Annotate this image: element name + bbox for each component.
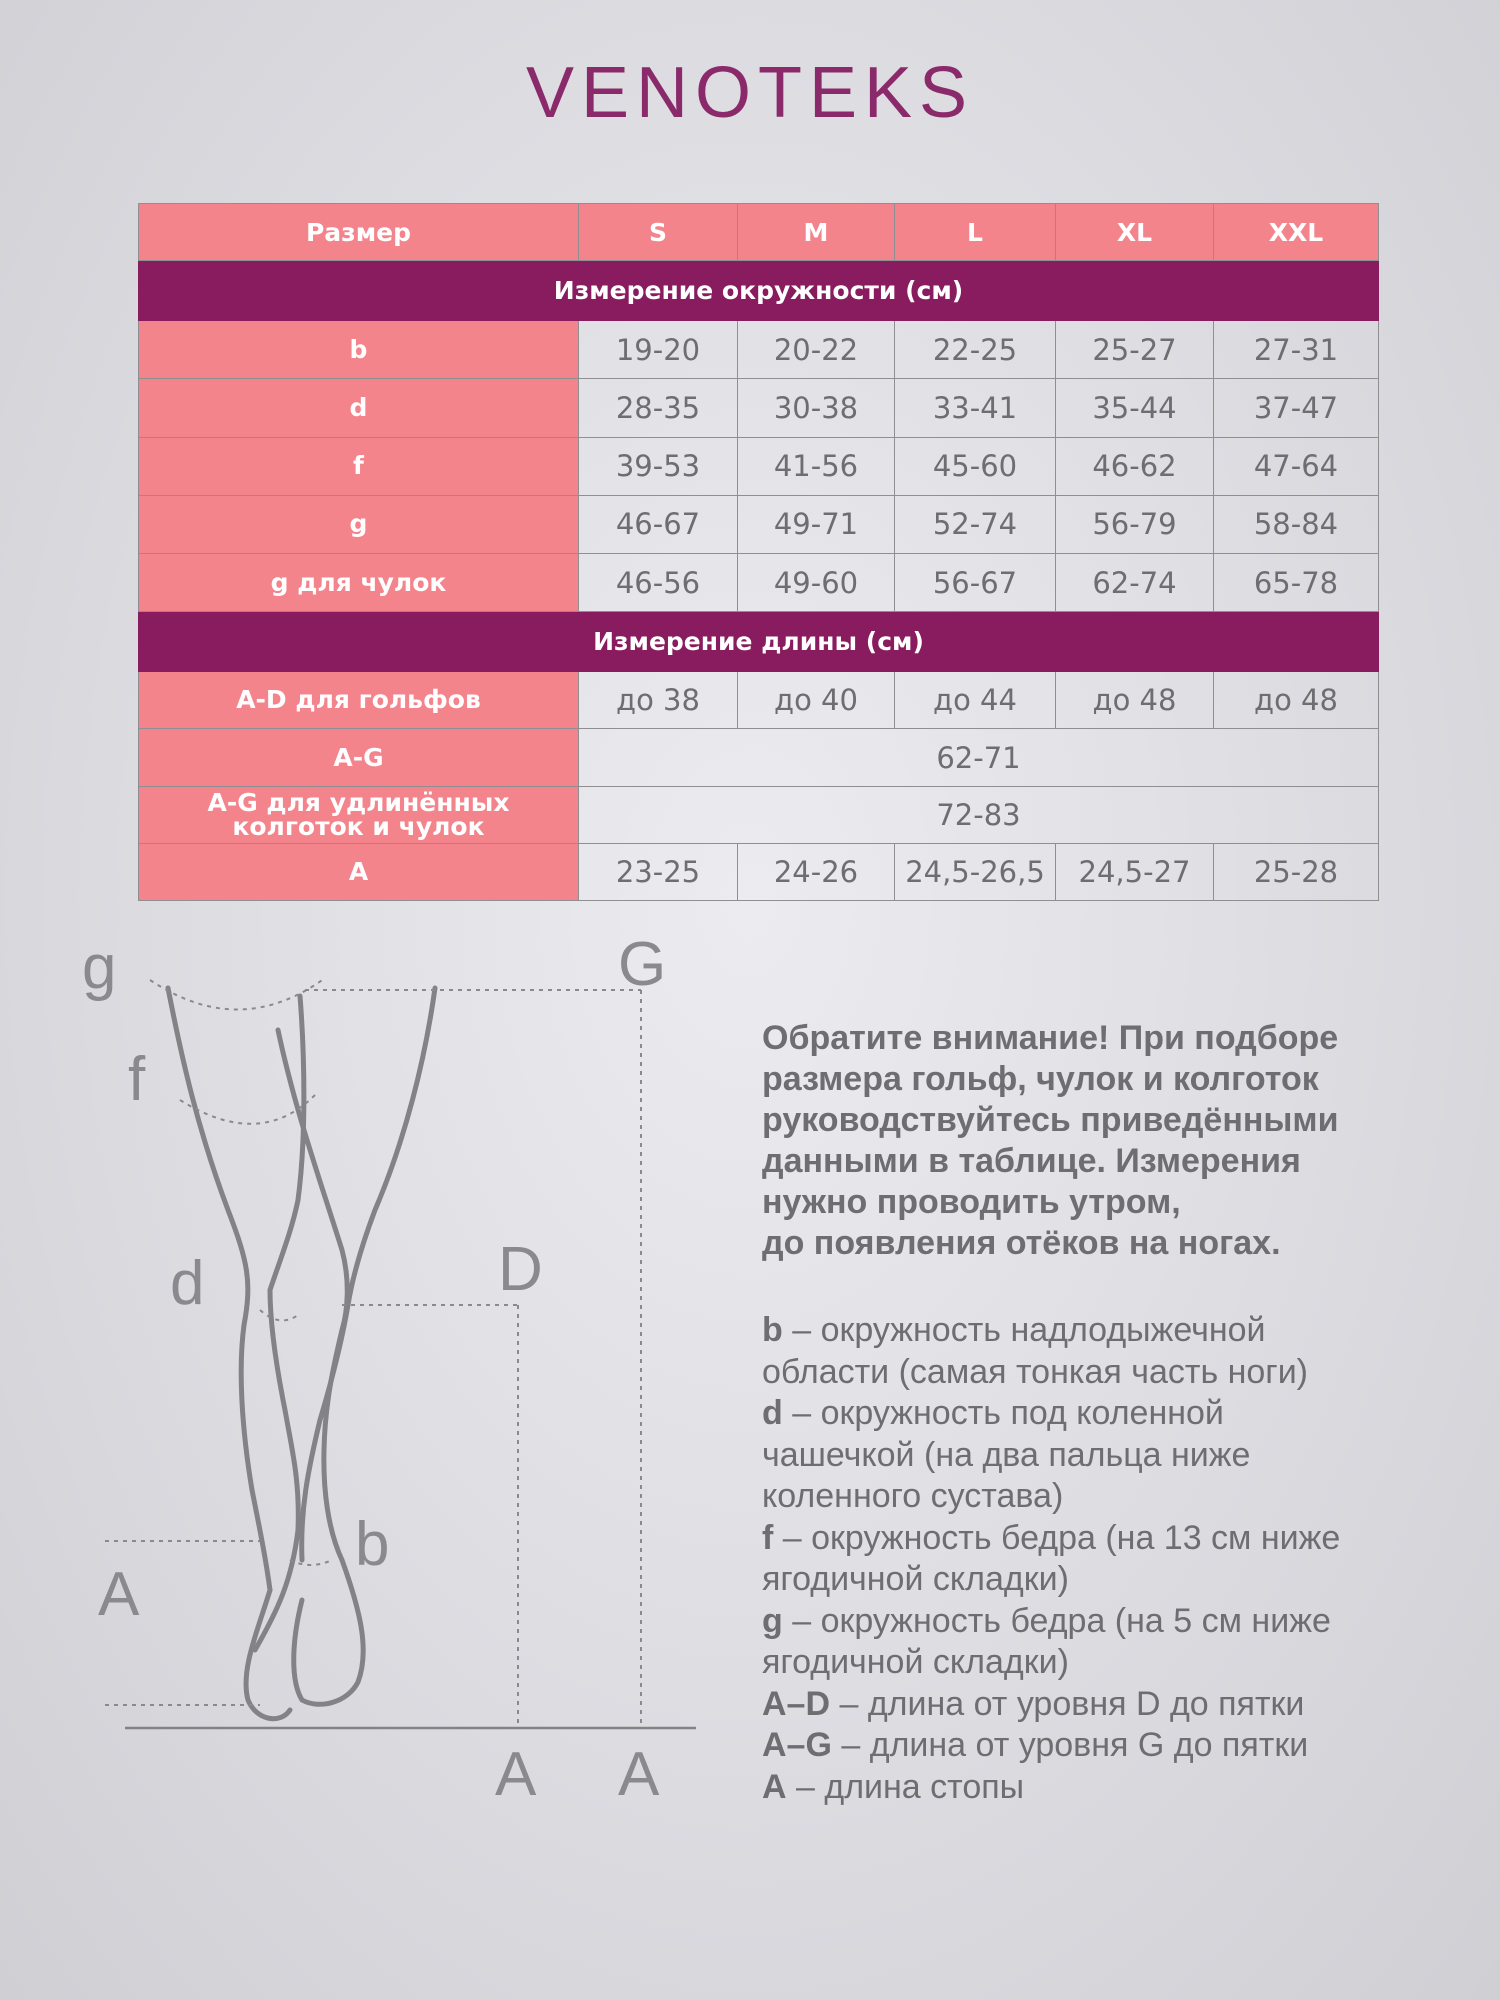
row-label-line: A-G для удлинённых: [207, 787, 510, 817]
legend-text: ягодичной складки): [762, 1560, 1069, 1598]
attention-note: [762, 1018, 1402, 1264]
table-cell: 22-25: [895, 321, 1056, 379]
legend-text: – окружность бедра (на 13 см ниже: [773, 1518, 1341, 1557]
table-cell: 56-79: [1056, 495, 1214, 553]
table-row-ad: [139, 672, 1379, 729]
brand-logo: VENOTEKS: [525, 53, 975, 133]
legend-text: – окружность надлодыжечной: [782, 1311, 1266, 1349]
legend-text: коленного сустава): [762, 1477, 1064, 1515]
table-cell: 25-28: [1214, 843, 1379, 900]
table-cell: 28-35: [579, 379, 738, 437]
legend-text: – окружность бедра (на 5 см ниже: [782, 1601, 1331, 1640]
row-label: [139, 786, 579, 843]
label-b: b: [355, 1510, 390, 1579]
table-row-f: [139, 437, 1379, 495]
table-row-d: [139, 379, 1379, 437]
legend-item-b: [762, 1310, 1442, 1393]
table-cell: до 48: [1214, 672, 1379, 729]
note-line: размера гольф, чулок и колготок: [762, 1060, 1319, 1098]
label-A-G: A: [618, 1740, 660, 1809]
table-cell: 25-27: [1056, 321, 1214, 379]
table-cell: 35-44: [1056, 379, 1214, 437]
table-row-a: [139, 843, 1379, 900]
note-line: нужно проводить утром,: [762, 1183, 1181, 1221]
header-xl: XL: [1056, 204, 1214, 261]
legend-text: – длина от уровня D до пятки: [830, 1684, 1305, 1723]
note-line: данными в таблице. Измерения: [762, 1142, 1301, 1180]
legend-text: – длина от уровня G до пятки: [831, 1726, 1309, 1764]
table-cell: 27-31: [1214, 321, 1379, 379]
legend-text: ягодичной складки): [762, 1643, 1069, 1681]
circ-d: [260, 1310, 298, 1320]
row-label: g: [139, 495, 579, 553]
table-cell: 24,5-27: [1056, 843, 1214, 900]
leg-measurement-diagram: [80, 910, 740, 1840]
size-table: [138, 203, 1379, 901]
table-cell: 49-60: [738, 553, 895, 611]
row-label: A-G: [139, 729, 579, 786]
table-cell: 46-62: [1056, 437, 1214, 495]
row-label: A: [139, 843, 579, 900]
row-label: b: [139, 321, 579, 379]
table-cell: до 40: [738, 672, 895, 729]
label-D: D: [498, 1235, 543, 1304]
table-cell: до 44: [895, 672, 1056, 729]
legend-key: A: [762, 1767, 787, 1806]
section-length: Измерение длины (см): [139, 612, 1379, 672]
table-cell: 49-71: [738, 495, 895, 553]
header-xxl: XXL: [1214, 204, 1379, 261]
row-label: d: [139, 379, 579, 437]
table-cell: 19-20: [579, 321, 738, 379]
legend-item-a-g: [762, 1725, 1442, 1767]
legend-item-a: [762, 1767, 1442, 1809]
row-label: f: [139, 437, 579, 495]
label-G: G: [618, 930, 667, 999]
legend-key: A–D: [762, 1684, 831, 1723]
table-row-ag: [139, 729, 1379, 786]
row-label-line: колготок и чулок: [232, 811, 485, 841]
row-label: g для чулок: [139, 553, 579, 611]
table-header-row: [139, 204, 1379, 261]
header-m: M: [738, 204, 895, 261]
legend-text: – окружность под коленной: [782, 1394, 1224, 1432]
label-d: d: [170, 1249, 205, 1318]
legend-item-d: [762, 1393, 1442, 1518]
circ-b: [290, 1560, 332, 1565]
label-A-foot: A: [98, 1560, 140, 1629]
table-cell: 24,5-26,5: [895, 843, 1056, 900]
legend-item-g: [762, 1601, 1442, 1684]
legend-item-f: [762, 1518, 1442, 1601]
table-row-b: [139, 321, 1379, 379]
table-cell: 41-56: [738, 437, 895, 495]
table-cell: 65-78: [1214, 553, 1379, 611]
legend-key: f: [762, 1518, 774, 1557]
label-A-D: A: [495, 1740, 537, 1809]
table-cell: 47-64: [1214, 437, 1379, 495]
table-cell: 39-53: [579, 437, 738, 495]
inner-leg-outline-2: [278, 1030, 347, 1560]
table-cell: 58-84: [1214, 495, 1379, 553]
note-line: руководствуйтесь приведёнными: [762, 1101, 1339, 1139]
table-cell: до 38: [579, 672, 738, 729]
front-foot: [294, 1560, 364, 1704]
table-cell: 72-83: [579, 786, 1379, 843]
table-row-ag-long: [139, 786, 1379, 843]
table-cell: 62-71: [579, 729, 1379, 786]
table-cell: 52-74: [895, 495, 1056, 553]
table-cell: 30-38: [738, 379, 895, 437]
table-cell: 33-41: [895, 379, 1056, 437]
table-row-g-stockings: [139, 553, 1379, 611]
legend-item-a-d: [762, 1684, 1442, 1726]
table-cell: 23-25: [579, 843, 738, 900]
table-cell: до 48: [1056, 672, 1214, 729]
table-cell: 45-60: [895, 437, 1056, 495]
section-circumference: Измерение окружности (см): [139, 261, 1379, 321]
table-cell: 46-56: [579, 553, 738, 611]
table-cell: 62-74: [1056, 553, 1214, 611]
legend-text: области (самая тонкая часть ноги): [762, 1352, 1309, 1391]
header-s: S: [579, 204, 738, 261]
legend-key: A–G: [762, 1726, 832, 1764]
table-row-g: [139, 495, 1379, 553]
legend-key: b: [762, 1311, 783, 1349]
note-line: до появления отёков на ногах.: [762, 1224, 1281, 1262]
measurement-legend: [762, 1310, 1442, 1808]
label-f: f: [128, 1045, 146, 1114]
table-cell: 24-26: [738, 843, 895, 900]
table-cell: 37-47: [1214, 379, 1379, 437]
legend-key: g: [762, 1601, 783, 1640]
note-line: Обратите внимание! При подборе: [762, 1019, 1339, 1057]
row-label: A-D для гольфов: [139, 672, 579, 729]
legend-text: чашечкой (на два пальца ниже: [762, 1435, 1251, 1474]
legend-key: d: [762, 1394, 783, 1432]
header-l: L: [895, 204, 1056, 261]
label-g: g: [82, 933, 117, 1002]
header-size: Размер: [139, 204, 579, 261]
table-cell: 20-22: [738, 321, 895, 379]
table-cell: 56-67: [895, 553, 1056, 611]
legend-text: – длина стопы: [786, 1767, 1025, 1806]
back-foot: [246, 1590, 290, 1719]
table-cell: 46-67: [579, 495, 738, 553]
